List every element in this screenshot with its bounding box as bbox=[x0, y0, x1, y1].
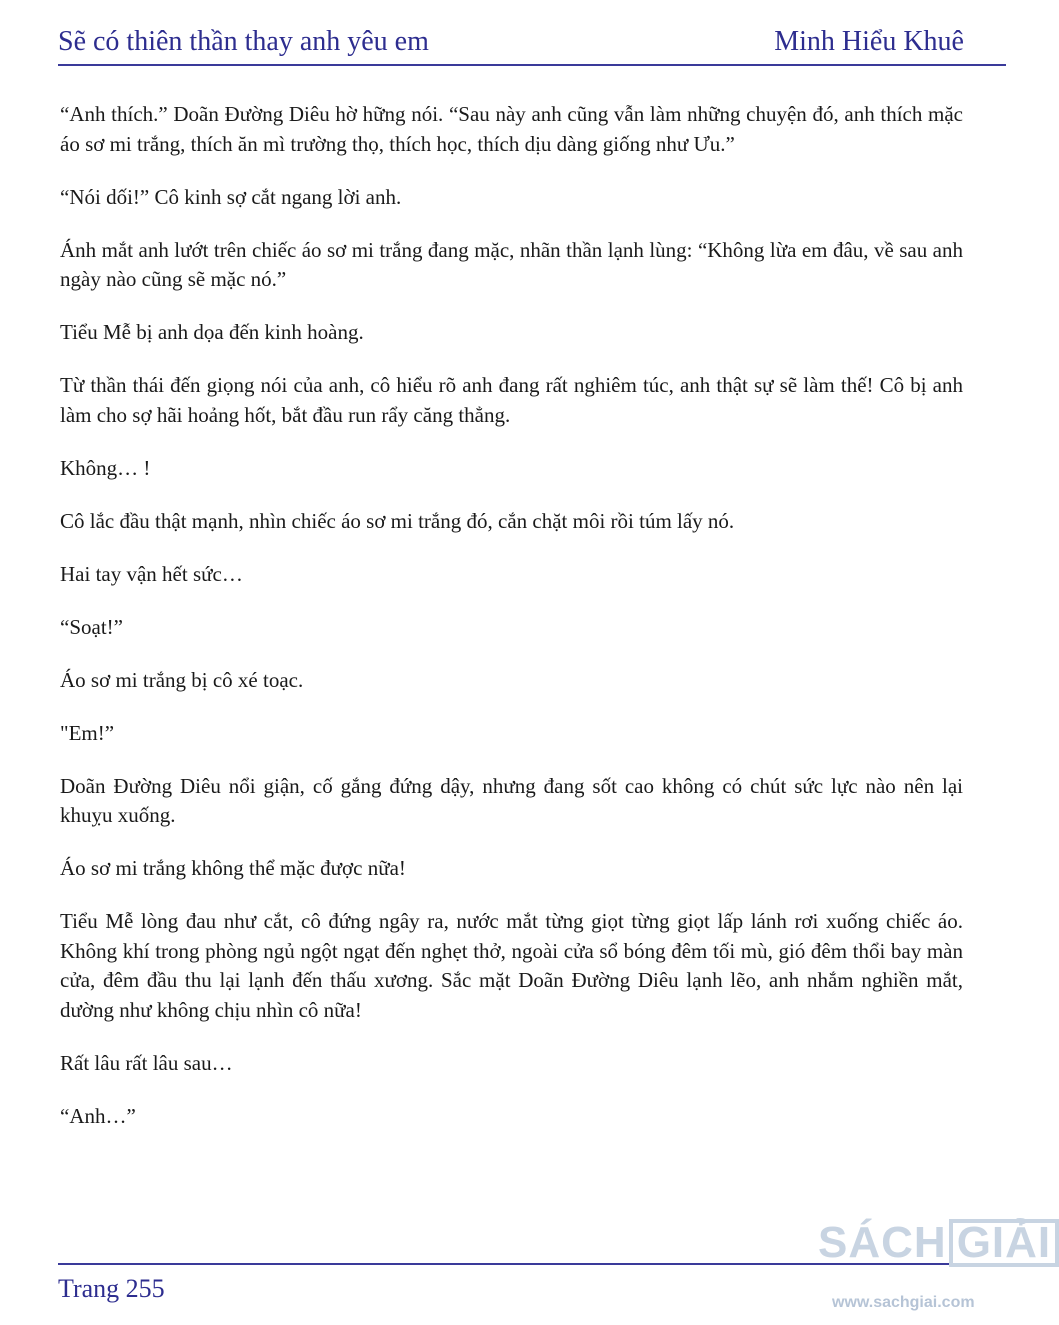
paragraph: Rất lâu rất lâu sau… bbox=[60, 1050, 233, 1075]
paragraph: “Nói dối!” Cô kinh sợ cắt ngang lời anh. bbox=[60, 184, 402, 209]
watermark-word-b: GIẢI bbox=[949, 1219, 1059, 1267]
paragraph: "Em!” bbox=[60, 720, 115, 745]
paragraph: “Anh…” bbox=[60, 1103, 136, 1128]
paragraph: Tiểu Mễ lòng đau như cắt, cô đứng ngây ra, nước mắt từng giọt từng giọt lấp lánh rơi xuống chiếc áo. Không khí trong phòng ngủ ngột ngạt đến nghẹt thở, ngoài cửa sổ bóng đêm tối mù, gió đêm thổi bay màn cửa, đêm đầu thu lại lạnh đến thấu xương. Sắc mặt Doãn Đường Diêu lạnh lẽo, anh nhắm nghiền mắt, dường như không chịu nhìn cô nữa! bbox=[60, 909, 963, 1022]
paragraph: Hai tay vận hết sức… bbox=[60, 561, 243, 586]
paragraph: Cô lắc đầu thật mạnh, nhìn chiếc áo sơ mi trắng đó, cắn chặt môi rồi túm lấy nó. bbox=[60, 508, 735, 533]
page-body bbox=[60, 100, 963, 1155]
paragraph: Không… ! bbox=[60, 455, 151, 480]
watermark-logo bbox=[818, 1218, 1052, 1318]
watermark-url: www.sachgiai.com bbox=[832, 1294, 975, 1311]
paragraph: Áo sơ mi trắng bị cô xé toạc. bbox=[60, 667, 304, 692]
page-number: Trang 255 bbox=[58, 1274, 165, 1303]
paragraph: Áo sơ mi trắng không thể mặc được nữa! bbox=[60, 856, 406, 880]
paragraph: Ánh mắt anh lướt trên chiếc áo sơ mi trắng đang mặc, nhãn thần lạnh lùng: “Không lừa em đâu, về sau anh ngày nào cũng sẽ mặc nó.” bbox=[60, 237, 963, 291]
paragraph: Doãn Đường Diêu nổi giận, cố gắng đứng dậy, nhưng đang sốt cao không có chút sức lực nào nên lại khuỵu xuống. bbox=[60, 773, 963, 827]
paragraph: “Anh thích.” Doãn Đường Diêu hờ hững nói. “Sau này anh cũng vẫn làm những chuyện đó, anh thích mặc áo sơ mi trắng, thích ăn mì trường thọ, thích học, thích dịu dàng giống như Ưu.” bbox=[60, 102, 963, 156]
book-title: Sẽ có thiên thần thay anh yêu em bbox=[58, 26, 429, 57]
author-name: Minh Hiểu Khuê bbox=[774, 26, 964, 57]
watermark-word-a: SÁCH bbox=[818, 1218, 947, 1267]
paragraph: Tiểu Mễ bị anh dọa đến kinh hoàng. bbox=[60, 320, 364, 344]
page-header bbox=[58, 20, 1006, 66]
paragraph: “Soạt!” bbox=[60, 614, 123, 639]
paragraph: Từ thần thái đến giọng nói của anh, cô hiểu rõ anh đang rất nghiêm túc, anh thật sự sẽ làm thế! Cô bị anh làm cho sợ hãi hoảng hốt, bắt đầu run rẩy căng thẳng. bbox=[60, 373, 963, 427]
watermark-wordmark bbox=[818, 1218, 1059, 1268]
